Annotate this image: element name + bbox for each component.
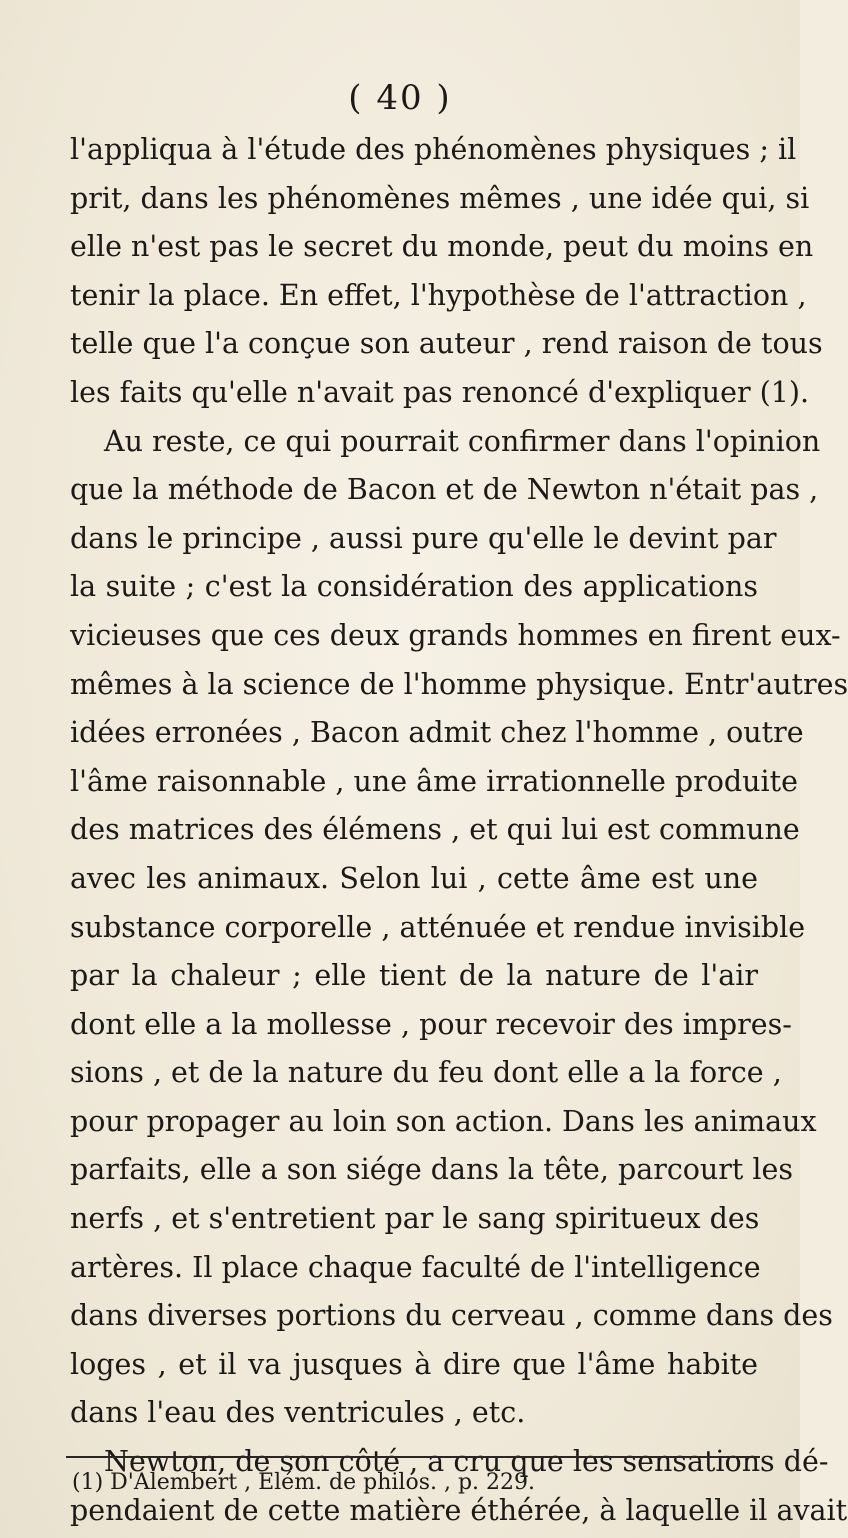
text-line: par la chaleur ; elle tient de la nature de l'air — [70, 959, 758, 993]
page-number: ( 40 ) — [348, 78, 452, 118]
footnote: (1) D'Alembert , Elém. de philos. , p. 229. — [72, 1470, 536, 1495]
text-line: dans diverses portions du cerveau , comme dans des — [70, 1299, 833, 1333]
text-line: l'appliqua à l'étude des phénomènes physiques ; il — [70, 133, 797, 166]
text-line: sions , et de la nature du feu dont elle a la force , — [70, 1056, 782, 1090]
body-text — [70, 126, 848, 1535]
text-line: substance corporelle , atténuée et rendue invisible — [70, 910, 806, 944]
text-line: pour propager au loin son action. Dans les animaux — [70, 1104, 817, 1138]
text-line: loges , et il va jusques à dire que l'âme habite — [70, 1347, 758, 1381]
text-line: que la méthode de Bacon et de Newton n'était pas , — [70, 473, 819, 507]
text-line: artères. Il place chaque faculté de l'intelligence — [70, 1250, 761, 1284]
text-line: mêmes à la science de l'homme physique. Entr'autres — [70, 667, 848, 701]
text-line: avec les animaux. Selon lui , cette âme est une — [70, 861, 758, 895]
text-line: dans le principe , aussi pure qu'elle le devint par — [70, 521, 777, 555]
text-line: elle n'est pas le secret du monde, peut du moins en — [70, 230, 814, 264]
text-line: les faits qu'elle n'avait pas renoncé d'expliquer (1). — [70, 375, 810, 409]
text-line: tenir la place. En effet, l'hypothèse de l'attraction , — [70, 278, 807, 312]
text-line: Au reste, ce qui pourrait confirmer dans l'opinion — [104, 424, 821, 458]
text-line: nerfs , et s'entretient par le sang spiritueux des — [70, 1202, 760, 1236]
text-line: pendaient de cette matière éthérée, à laquelle il avait — [70, 1493, 848, 1527]
text-line: l'âme raisonnable , une âme irrationnelle produite — [70, 764, 798, 798]
text-line: dans l'eau des ventricules , etc. — [70, 1396, 526, 1430]
text-line: idées erronées , Bacon admit chez l'homme , outre — [70, 716, 804, 750]
text-line: la suite ; c'est la considération des applications — [70, 570, 758, 604]
text-line: Newton, de son côté , a cru que les sensations dé- — [104, 1445, 829, 1479]
text-line: dont elle a la mollesse , pour recevoir des impres- — [70, 1007, 792, 1041]
text-line: parfaits, elle a son siége dans la tête, parcourt les — [70, 1153, 794, 1187]
text-line: prit, dans les phénomènes mêmes , une idée qui, si — [70, 181, 810, 215]
text-line: des matrices des élémens , et qui lui est commune — [70, 813, 800, 847]
footnote-rule — [66, 1456, 760, 1458]
text-line: telle que l'a conçue son auteur , rend raison de tous — [70, 327, 823, 361]
text-line: vicieuses que ces deux grands hommes en firent eux- — [70, 618, 841, 652]
